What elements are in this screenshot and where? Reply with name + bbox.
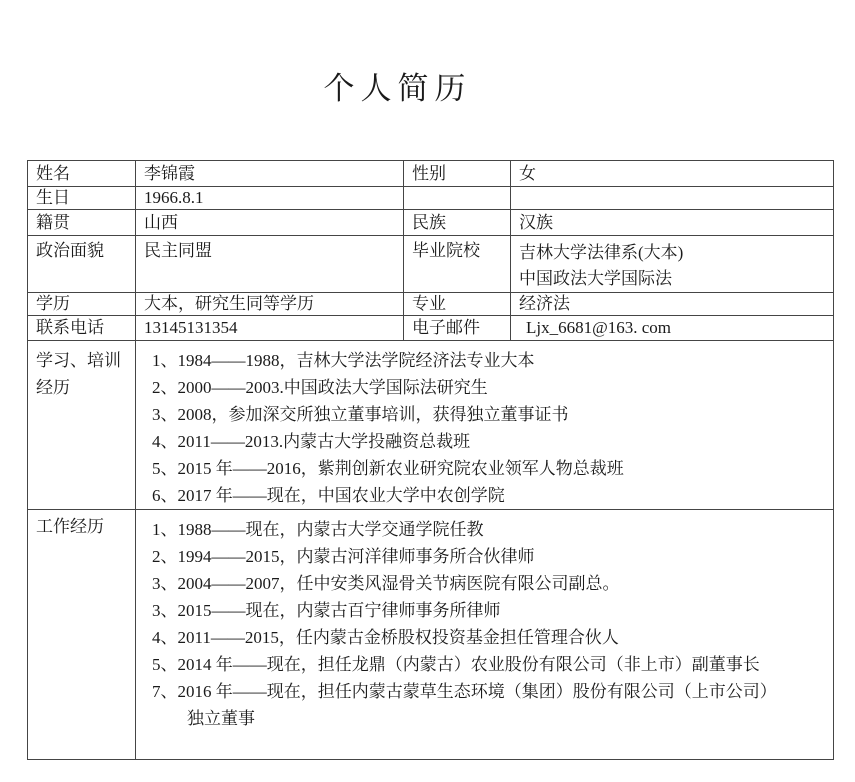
name-label: 姓名 (28, 161, 136, 187)
row-birthplace-ethnicity (28, 210, 834, 236)
email-label: 电子邮件 (404, 316, 511, 341)
work-experience-label: 工作经历 (28, 510, 136, 760)
phone-value: 13145131354 (136, 316, 404, 341)
list-item: 1、1984——1988，吉林大学法学院经济法专业大本 (152, 351, 535, 370)
email-value: Ljx_6681@163. com (511, 316, 834, 341)
list-item: 3、2008，参加深交所独立董事培训，获得独立董事证书 (152, 405, 569, 424)
row-education-major (28, 293, 834, 316)
ethnicity-value: 汉族 (511, 210, 834, 236)
gender-label: 性别 (404, 161, 511, 187)
gender-value: 女 (511, 161, 834, 187)
row-work-experience (28, 510, 834, 760)
row-name-gender (28, 161, 834, 187)
resume-table (27, 160, 834, 760)
name-value: 李锦霞 (136, 161, 404, 187)
list-item: 5、2014 年——现在，担任龙鼎（内蒙古）农业股份有限公司（非上市）副董事长 (152, 655, 760, 674)
birthday-value: 1966.8.1 (136, 187, 404, 210)
study-training-label-line: 经历 (36, 378, 70, 397)
row-political-school (28, 236, 834, 293)
study-training-label (28, 341, 136, 510)
list-item: 5、2015 年——2016，紫荆创新农业研究院农业领军人物总裁班 (152, 459, 624, 478)
major-label: 专业 (404, 293, 511, 316)
list-item: 4、2011——2013.内蒙古大学投融资总裁班 (152, 432, 471, 451)
empty-cell (511, 187, 834, 210)
education-value: 大本，研究生同等学历 (136, 293, 404, 316)
birthday-label: 生日 (28, 187, 136, 210)
ethnicity-label: 民族 (404, 210, 511, 236)
list-item: 6、2017 年——现在，中国农业大学中农创学院 (152, 486, 505, 505)
study-training-label-line: 学习、培训 (36, 351, 121, 370)
graduate-school-label: 毕业院校 (404, 236, 511, 293)
list-item: 1、1988——现在，内蒙古大学交通学院任教 (152, 520, 484, 539)
row-phone-email (28, 316, 834, 341)
birthplace-value: 山西 (136, 210, 404, 236)
study-training-items (136, 341, 834, 510)
political-status-label: 政治面貌 (28, 236, 136, 293)
graduate-school-line: 吉林大学法律系(大本) (519, 243, 684, 262)
list-item: 4、2011——2015，任内蒙古金桥股权投资基金担任管理合伙人 (152, 628, 619, 647)
list-item: 3、2004——2007，任中安类风湿骨关节病医院有限公司副总。 (152, 574, 620, 593)
empty-cell (404, 187, 511, 210)
major-value: 经济法 (511, 293, 834, 316)
list-item: 3、2015——现在，内蒙古百宁律师事务所律师 (152, 601, 501, 620)
list-item: 2、2000——2003.中国政法大学国际法研究生 (152, 378, 488, 397)
row-birthday (28, 187, 834, 210)
work-experience-items (136, 510, 834, 760)
graduate-school-value (511, 236, 834, 293)
row-study-training (28, 341, 834, 510)
phone-label: 联系电话 (28, 316, 136, 341)
list-item-continuation: 独立董事 (187, 709, 255, 728)
list-item: 2、1994——2015，内蒙古河洋律师事务所合伙律师 (152, 547, 535, 566)
graduate-school-line: 中国政法大学国际法 (519, 269, 672, 288)
political-status-value: 民主同盟 (136, 236, 404, 293)
education-label: 学历 (28, 293, 136, 316)
list-item: 7、2016 年——现在，担任内蒙古蒙草生态环境（集团）股份有限公司（上市公司） (152, 682, 777, 701)
birthplace-label: 籍贯 (28, 210, 136, 236)
page-title: 个人简历 (323, 71, 472, 106)
